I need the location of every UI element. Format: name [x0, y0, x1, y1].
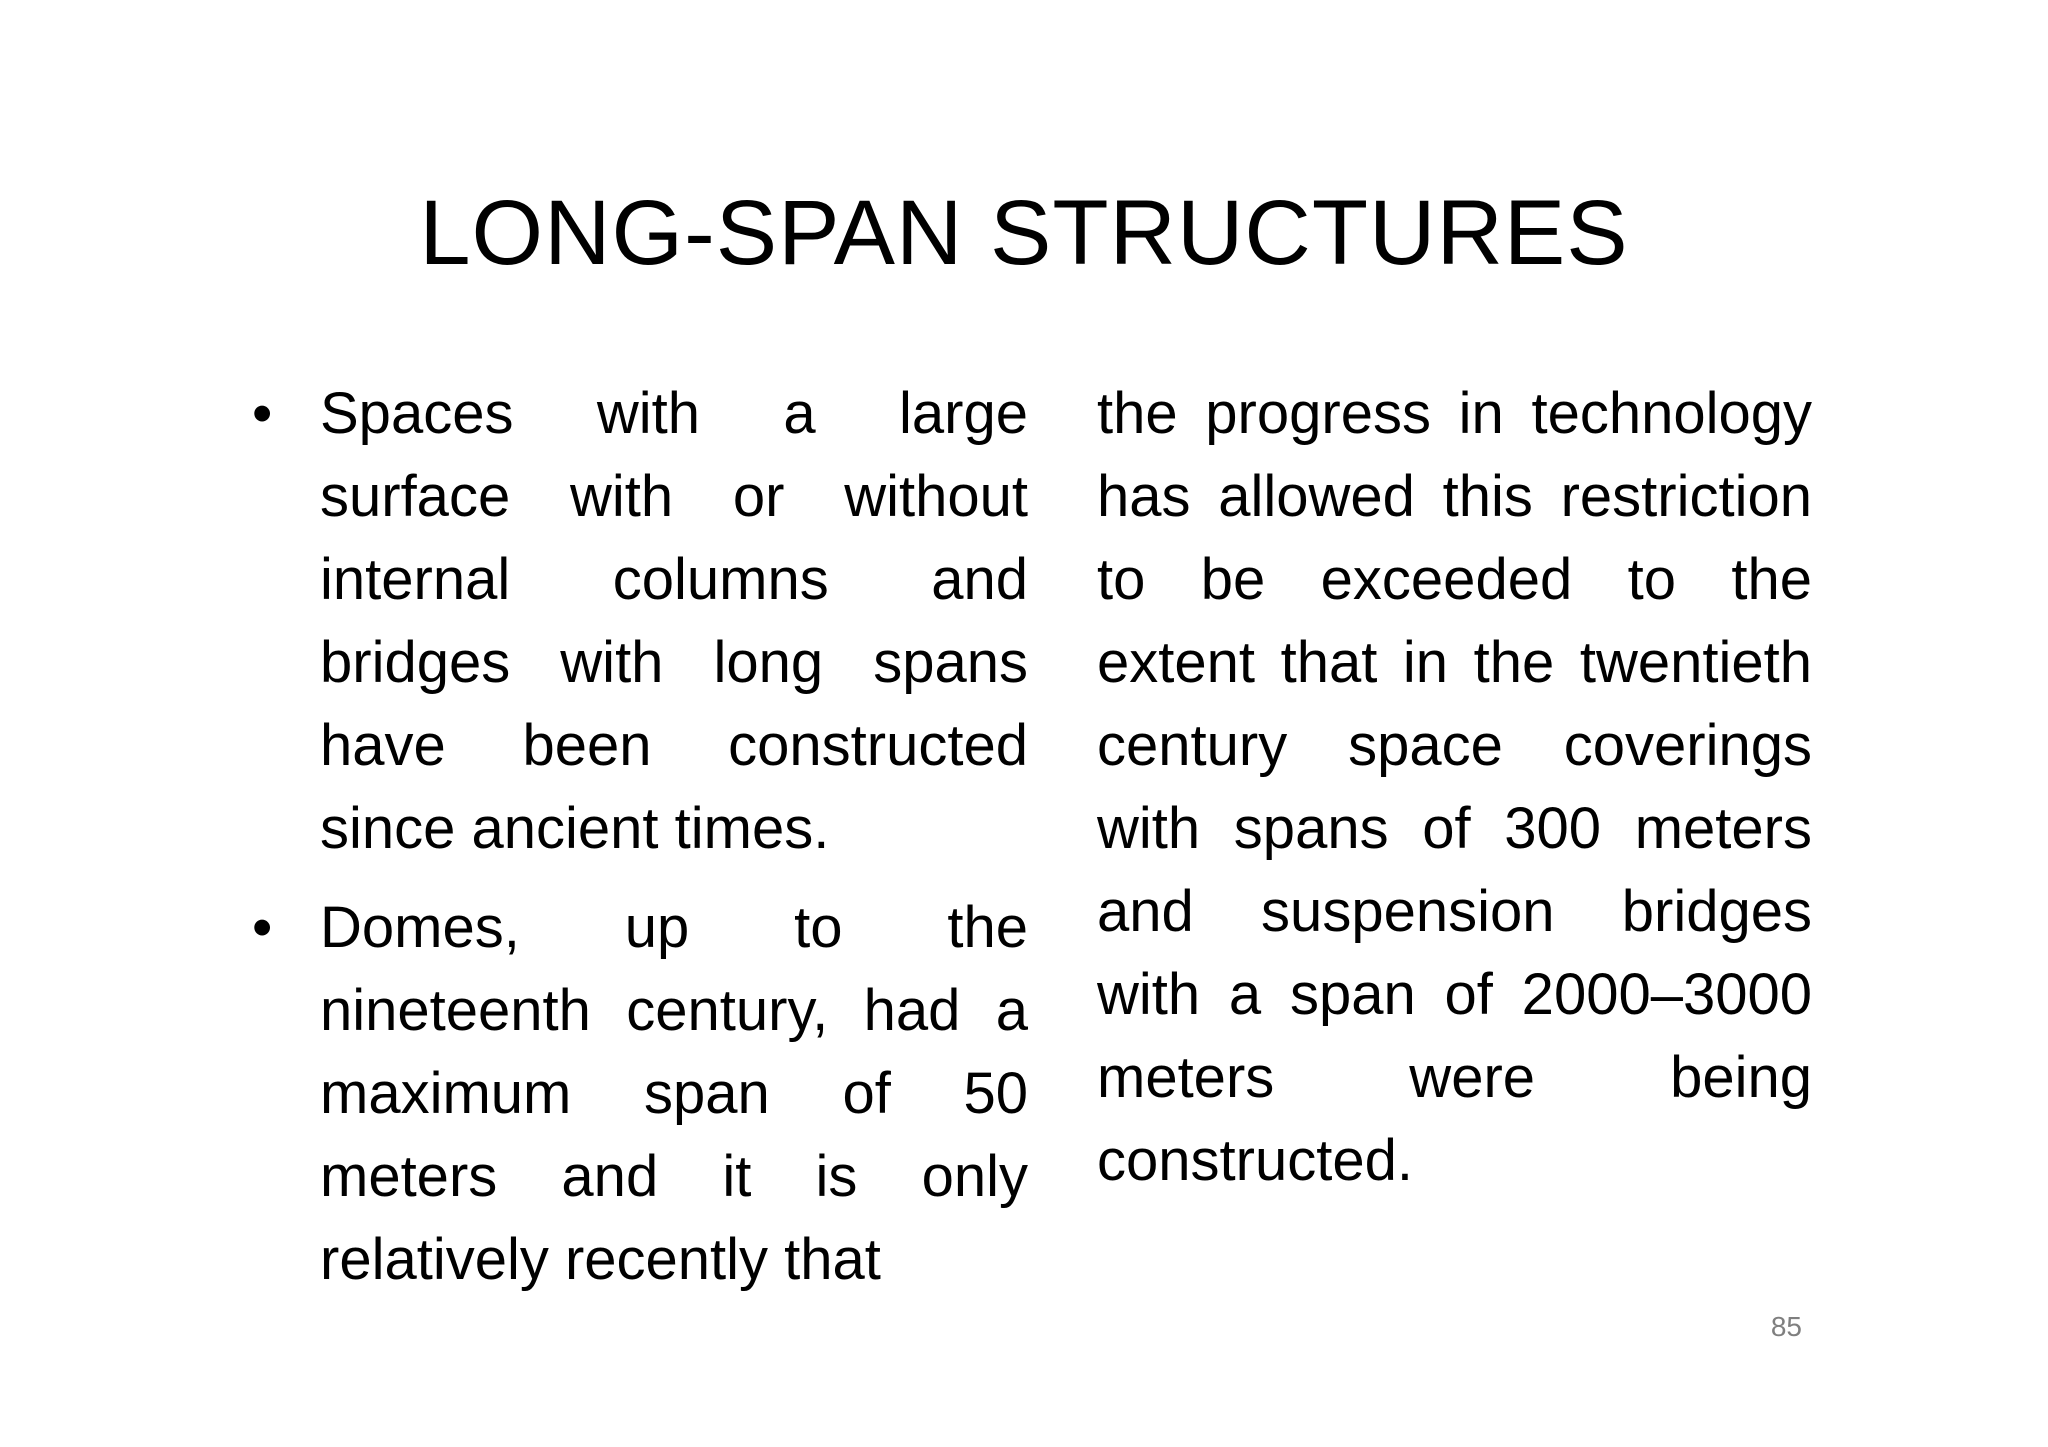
page-number: 85 [1770, 1311, 1802, 1342]
bullet-item [252, 886, 1028, 1301]
bullet-icon: • [252, 381, 273, 446]
bullet-item [252, 372, 1028, 870]
bullet-continuation-text: the progress in technology has allowed this restriction to be exceeded to the extent that in the twentieth century space coverings with spans of 300 meters and suspension bridges with a span of 2000–3000 meters were being constructed. [1097, 381, 1812, 1193]
left-column [252, 372, 1028, 1312]
right-column [1097, 372, 1812, 1312]
bullet-text: Domes, up to the nineteenth century, had a maximum span of 50 meters and it is only relatively recently that [320, 895, 1028, 1292]
bullet-text: Spaces with a large surface with or without internal columns and bridges with long spans have been constructed since ancient times. [320, 381, 1028, 861]
bullet-icon: • [252, 895, 273, 960]
slide-title: LONG-SPAN STRUCTURES [419, 182, 1629, 284]
slide-body [252, 372, 1812, 1312]
